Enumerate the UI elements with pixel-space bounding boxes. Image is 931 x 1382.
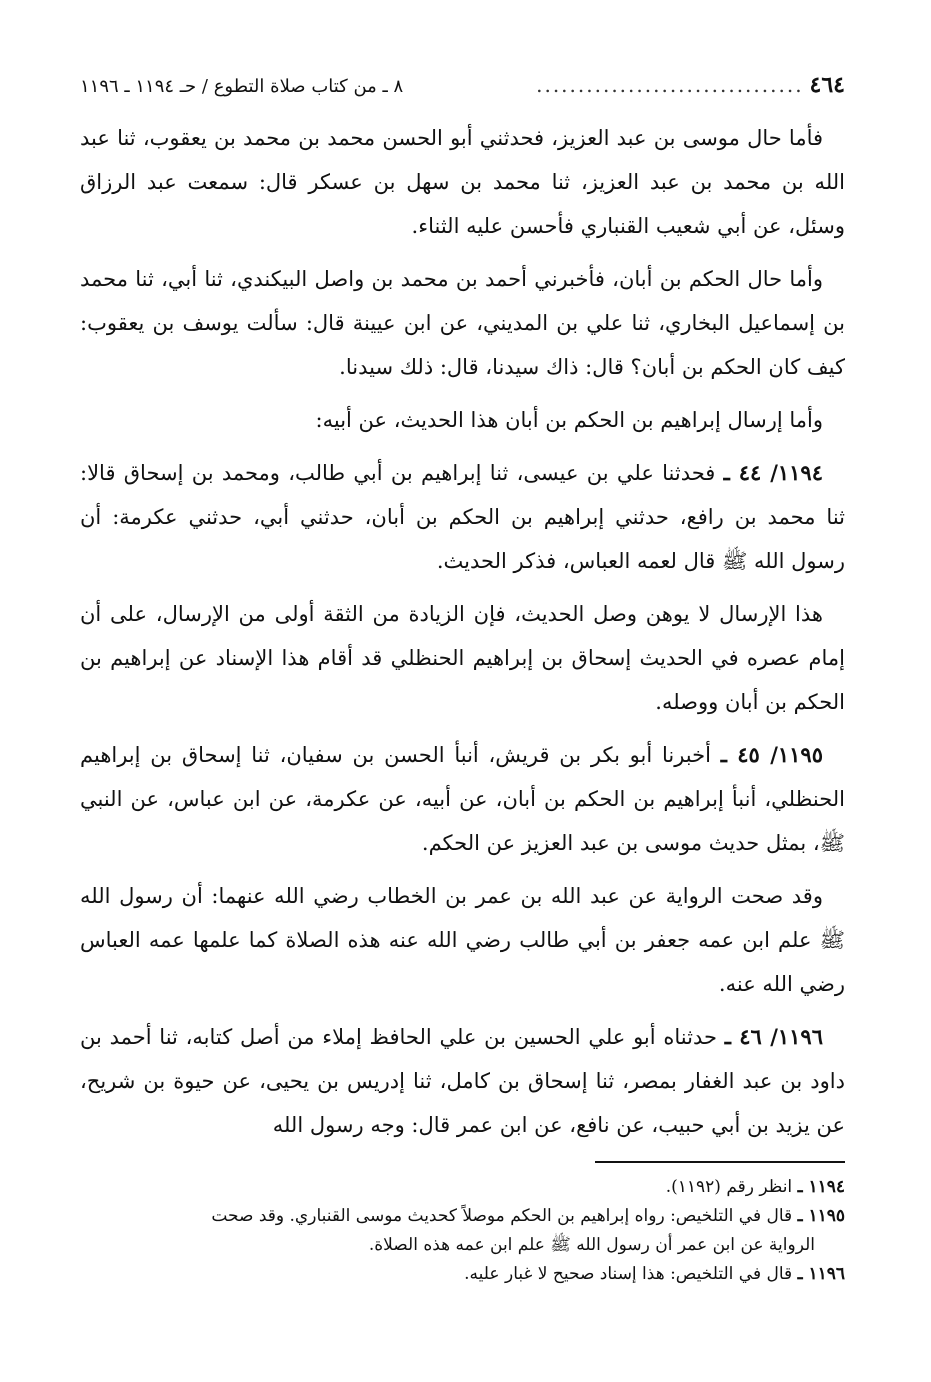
hadith-text: حدثناه أبو علي الحسين بن علي الحافظ إملاء من أصل كتابه، ثنا أحمد بن داود بن عبد الغفار بمصر، ثنا إسحاق بن كامل، ثنا إدريس بن يحيى، عن حيوة بن شريح، عن يزيد بن أبي حبيب، عن نافع، عن ابن عمر قال: وجه رسول الله — [80, 1025, 845, 1137]
paragraph-ibn-umar-riwaya: وقد صحت الرواية عن عبد الله بن عمر بن الخطاب رضي الله عنهما: أن رسول الله ﷺ علم ابن عمه جعفر بن أبي طالب رضي الله عنه هذه الصلاة كما علمها عمه العباس رضي الله عنه. — [80, 884, 845, 996]
footnote-1196 — [80, 1260, 845, 1289]
paragraph-irsal-comment: هذا الإرسال لا يوهن وصل الحديث، فإن الزيادة من الثقة أولى من الإرسال، على أن إمام عصره في الحديث إسحاق بن إبراهيم الحنظلي قد أقام هذا الإسناد عن إبراهيم بن الحكم بن أبان ووصله. — [80, 602, 845, 714]
footnote-number: ١١٩٤ ـ — [797, 1177, 845, 1197]
hadith-text: فحدثنا علي بن عيسى، ثنا إبراهيم بن أبي طالب، ومحمد بن إسحاق قالا: ثنا محمد بن رافع، حدثني إبراهيم بن الحكم بن أبان، حدثني أبي، حدثني عكرمة: أن رسول الله ﷺ قال لعمه العباس، فذكر الحديث. — [80, 461, 845, 573]
page-number: ٤٦٤ — [809, 72, 845, 98]
footnote-continuation: الرواية عن ابن عمر أن رسول الله ﷺ علم ابن عمه هذه الصلاة. — [368, 1235, 815, 1255]
leader-dots: ................................ — [536, 73, 804, 97]
footnote-text: انظر رقم (١١٩٢). — [665, 1177, 793, 1197]
hadith-number: ١١٩٥/ ٤٥ ـ — [720, 742, 823, 767]
paragraph-musa-status: فأما حال موسى بن عبد العزيز، فحدثني أبو الحسن محمد بن محمد بن يعقوب، ثنا عبد الله بن محمد بن عبد العزيز، ثنا محمد بن سهل بن عسكر قال: سمعت عبد الرزاق وسئل، عن أبي شعيب القنباري فأحسن عليه الثناء. — [80, 126, 845, 238]
footnote-number: ١١٩٦ ـ — [797, 1264, 845, 1284]
running-title: ٨ ـ من كتاب صلاة التطوع / حـ ١١٩٤ ـ ١١٩٦ — [80, 76, 404, 97]
hadith-text: أخبرنا أبو بكر بن قريش، أنبأ الحسن بن سفيان، ثنا إسحاق بن إبراهيم الحنظلي، أنبأ إبراهيم بن الحكم بن أبان، عن أبيه، عن عكرمة، عن ابن عباس، عن النبي ﷺ، بمثل حديث موسى بن عبد العزيز عن الحكم. — [80, 743, 845, 855]
footnote-text: قال في التلخيص: هذا إسناد صحيح لا غبار عليه. — [464, 1264, 793, 1284]
hadith-1196 — [80, 1015, 845, 1147]
footnote-text: قال في التلخيص: رواه إبراهيم بن الحكم موصلاً كحديث موسى القنباري. وقد صحت — [211, 1206, 793, 1226]
hadith-number: ١١٩٦/ ٤٦ ـ — [724, 1024, 823, 1049]
footnote-1195 — [80, 1202, 845, 1260]
footnote-1194 — [80, 1173, 845, 1202]
hadith-number: ١١٩٤/ ٤٤ ـ — [723, 460, 823, 485]
footnote-divider — [595, 1161, 845, 1163]
hadith-1194 — [80, 451, 845, 583]
paragraph-ibrahim-irsal: وأما إرسال إبراهيم بن الحكم بن أبان هذا الحديث، عن أبيه: — [315, 408, 823, 432]
page-header — [80, 70, 845, 102]
footnote-number: ١١٩٥ ـ — [797, 1206, 845, 1226]
hadith-1195 — [80, 733, 845, 865]
paragraph-hakam-status: وأما حال الحكم بن أبان، فأخبرني أحمد بن محمد بن واصل البيكندي، ثنا أبي، ثنا محمد بن إسماعيل البخاري، ثنا علي بن المديني، عن ابن عيينة قال: سألت يوسف بن يعقوب: كيف كان الحكم بن أبان؟ قال: ذاك سيدنا، قال: ذلك سيدنا. — [80, 267, 845, 379]
book-page — [80, 70, 845, 1289]
